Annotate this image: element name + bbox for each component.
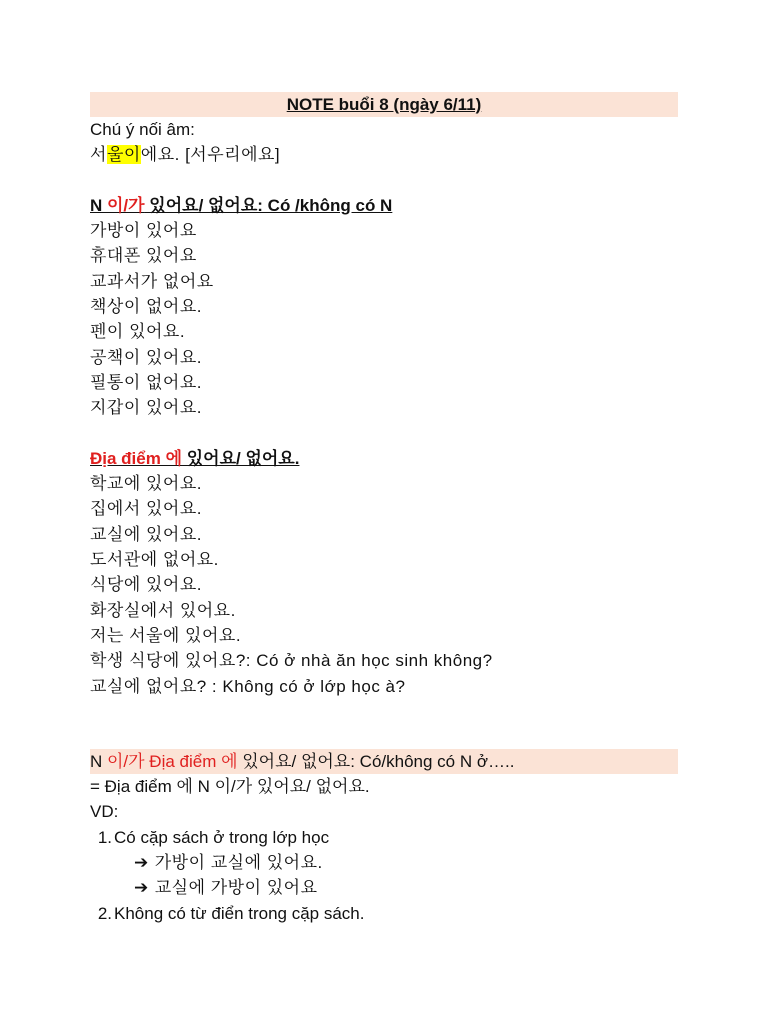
section2-line: 식당에 있어요. [90,575,202,595]
spacer [90,421,678,446]
answer-line [90,850,678,875]
liaison-example [90,142,678,167]
section2-line: 집에서 있어요. [90,499,202,519]
answer-text: 교실에 가방이 있어요 [154,878,318,898]
section1-line: 책상이 없어요. [90,297,202,317]
section2-line: 학교에 있어요. [90,474,202,494]
list-item [90,825,678,850]
document-page [90,92,678,926]
spacer [90,168,678,193]
section3-heading-rest: 있어요/ 없어요: Có/không có N ở….. [237,751,515,771]
section1-heading-particle: 이/가 [107,195,145,215]
list-item [90,901,678,926]
section2-line: 저는 서울에 있어요. [90,625,242,645]
section2-line: 교실에 있어요. [90,524,202,544]
liaison-example-post: 에요. [서우리에요] [140,145,281,165]
section1-line: 교과서가 없어요 [90,271,214,291]
section3-heading-n: N [90,751,107,771]
section3-equals-rest: 있어요/ 없어요. [252,777,370,797]
section1-line: 펜이 있어요. [90,322,186,342]
section1-heading-rest: 있어요/ 없어요: Có /không có N [144,195,393,215]
answer-line [90,875,678,900]
section3-equals [90,774,678,799]
list-item-number: 1. [97,827,112,847]
section1-line: 공책이 있어요. [90,347,202,367]
section2-heading [90,446,678,471]
section1-heading [90,193,678,218]
spacer [90,699,678,749]
section2-line: 교실에 없어요? : Không có ở lớp học à? [90,676,406,696]
answer-text: 가방이 교실에 있어요. [154,853,323,873]
section1-line: 가방이 있어요 [90,221,197,241]
section2-heading-rest: 있어요/ 없어요. [182,448,300,468]
section2-line: 도서관에 없어요. [90,550,219,570]
section3-equals-prefix: = Địa điểm 에 N [90,777,215,797]
section1-line: 필통이 없어요. [90,372,202,392]
section1-line: 지갑이 있어요. [90,398,202,418]
section2-line: 화장실에서 있어요. [90,600,236,620]
section1-heading-n: N [90,195,107,215]
arrow-icon: ➔ [134,853,149,873]
section3-heading-particle: 이/가 [107,751,145,771]
section3-heading [90,749,678,774]
arrow-icon: ➔ [134,878,149,898]
section2-line: 학생 식당에 있어요?: Có ở nhà ăn học sinh không? [90,651,493,671]
liaison-example-pre: 서 [90,145,107,165]
list-item-text: Có cặp sách ở trong lớp học [114,827,330,847]
section2-heading-place: Địa điểm 에 [90,448,183,468]
page-title: NOTE buổi 8 (ngày 6/11) [90,92,678,117]
vd-label: VD: [90,802,119,822]
liaison-highlight: 울이 [106,145,141,165]
list-item-text: Không có từ điển trong cặp sách. [114,903,365,923]
section1-line: 휴대폰 있어요 [90,246,197,266]
section3-heading-place: Địa điểm 에 [144,751,238,771]
liaison-label: Chú ý nối âm: [90,120,195,139]
section3-equals-particle: 이/가 [214,777,253,797]
list-item-number: 2. [97,903,112,923]
